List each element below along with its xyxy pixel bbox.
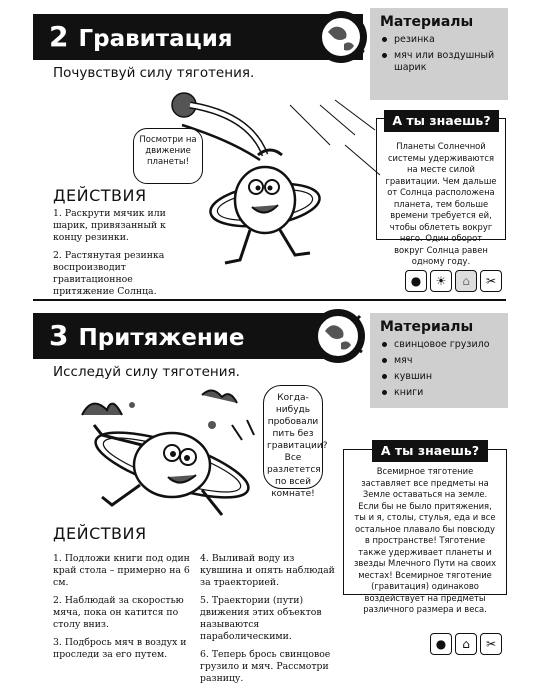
step-item: 5. Траектории (пути) движения этих объектов называются параболическими. <box>200 595 322 642</box>
materials-title: Материалы <box>380 319 474 335</box>
speech-text: Когда-нибудь пробовали пить без гравитации? Все разлетется по всей комнате! <box>267 393 328 499</box>
did-you-know-text: Планеты Солнечной системы удерживаются на месте силой гравитации. Чем дальше от Солнца расположена планета, тем больше времени требуется ей, чтобы облететь вокруг него. Один оборот вокруг Солнца равен одному году. <box>385 141 497 266</box>
step-item: 1. Подложи книги под один край стола – примерно на 6 см. <box>53 553 190 588</box>
section1-did-you-know <box>376 118 506 266</box>
section2-subtitle: Исследуй силу тяготения. <box>53 364 240 380</box>
material-item: свинцовое грузило <box>394 339 498 351</box>
material-item: резинка <box>394 34 498 46</box>
scissors-icon: ✂ <box>480 270 502 292</box>
section2-speech-bubble <box>263 385 328 499</box>
section1-speech-bubble <box>133 128 203 184</box>
scissors-icon: ✂ <box>480 633 502 655</box>
person-icon: ● <box>405 270 427 292</box>
section1-subtitle: Почувствуй силу тяготения. <box>53 65 255 81</box>
step-item: 4. Выливай воду из кувшина и опять наблюдай за траекторией. <box>200 553 335 588</box>
section2-did-you-know <box>343 449 507 614</box>
materials-title: Материалы <box>380 14 474 30</box>
section1-actions-heading: ДЕЙСТВИЯ <box>53 186 147 205</box>
material-item: кувшин <box>394 371 498 383</box>
step-item: 3. Подбрось мяч в воздух и проследи за его путем. <box>53 637 187 660</box>
section2-steps-left <box>53 553 193 667</box>
section2-title: Притяжение <box>78 325 245 351</box>
section1-title: Гравитация <box>78 26 233 52</box>
section2-steps-right <box>200 553 340 691</box>
planet-character-illustration <box>170 85 385 285</box>
did-you-know-title: А ты знаешь? <box>384 110 499 132</box>
speech-text: Посмотри на движение планеты! <box>139 135 197 167</box>
section-divider <box>33 299 506 301</box>
section1-number: 2 <box>49 20 69 53</box>
step-item: 2. Растянутая резинка воспроизводит гравитационное притяжение Солнца. <box>53 250 165 297</box>
step-item: 2. Наблюдай за скоростью мяча, пока он катится по столу вниз. <box>53 595 184 630</box>
section2-banner <box>33 313 338 359</box>
house-icon: ⌂ <box>455 633 477 655</box>
step-item: 1. Раскрути мячик или шарик, привязанный к концу резинки. <box>53 208 166 243</box>
did-you-know-text: Всемирное тяготение заставляет все предметы на Земле оставаться на земле. Если бы не было притяжения, ты и я, столы, стулья, еда и все остальное плавало бы повсюду в пространстве! Тяготение также удерживает планеты и звезды Млечного Пути на своих местах! Всемирное тяготение (гравитация) одинаково воздействует на предметы различного размера и веса. <box>353 466 497 614</box>
sun-icon: ☀ <box>430 270 452 292</box>
section2-number: 3 <box>49 319 69 352</box>
section2-materials <box>370 313 508 408</box>
section1-steps <box>53 208 191 304</box>
material-item: книги <box>394 387 498 399</box>
floating-planet-illustration <box>72 385 272 525</box>
material-item: мяч или воздушный шарик <box>394 50 498 74</box>
person-icon: ● <box>430 633 452 655</box>
globe-icon <box>308 306 368 366</box>
did-you-know-title: А ты знаешь? <box>372 440 488 462</box>
material-item: мяч <box>394 355 498 367</box>
section1-materials <box>370 8 508 100</box>
globe-icon <box>312 8 370 66</box>
step-item: 6. Теперь брось свинцовое грузило и мяч. Рассмотри разницу. <box>200 649 331 684</box>
section2-actions-heading: ДЕЙСТВИЯ <box>53 524 147 543</box>
house-icon: ⌂ <box>455 270 477 292</box>
